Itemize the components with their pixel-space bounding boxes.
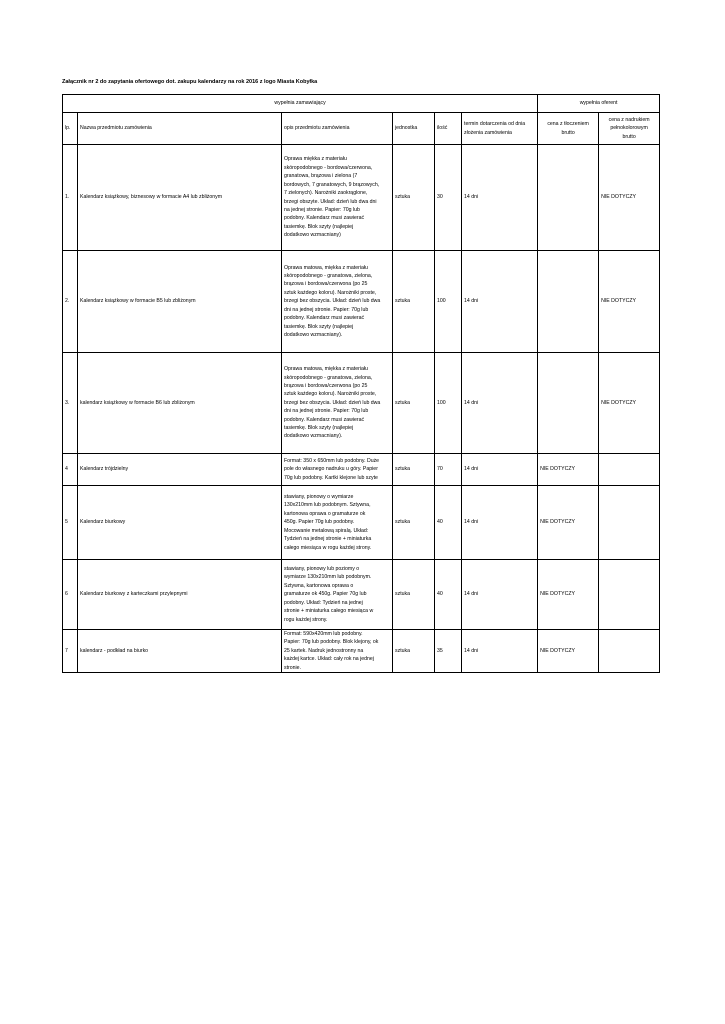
cell-opis: stawiany, pionowy o wymiarze 130x210mm lub podobnym. Sztywna, kartonowa oprawa o gramaturze ok 450g. Papier 70g lub podobny. Mocowanie metalową spiralą. Układ: Tydzień na jednej stronie + miniaturka całego miesiąca w rogu każdej strony. bbox=[282, 486, 393, 560]
cell-cena-tloczenie: NIE DOTYCZY bbox=[538, 454, 599, 486]
cell-opis: stawiany, pionowy lub poziomy o wymiarze 130x210mm lub podobnym. Sztywna, kartonowa oprawa o gramaturze ok 450g. Papier 70g lub podobny. Układ: Tydzień na jednej stronie + miniaturka całego miesiąca w rogu każdej strony. bbox=[282, 560, 393, 630]
order-table bbox=[62, 94, 660, 673]
col-header-ilosc: ilość bbox=[435, 113, 462, 145]
cell-jednostka: sztuka bbox=[393, 630, 435, 673]
cell-nazwa: Kalendarz trójdzielny bbox=[78, 454, 282, 486]
cell-nazwa: Kalendarz biurkowy bbox=[78, 486, 282, 560]
header-group-row bbox=[63, 95, 660, 113]
cell-cena-tloczenie: NIE DOTYCZY bbox=[538, 630, 599, 673]
cell-termin: 14 dni bbox=[462, 560, 538, 630]
cell-ilosc: 70 bbox=[435, 454, 462, 486]
cell-lp: 3. bbox=[63, 353, 78, 454]
cell-opis: Format: 350 x 650mm lub podobny. Duże pole do własnego nadruku u góry. Papier 70g lub podobny. Kartki klejone lub szyte bbox=[282, 454, 393, 486]
cell-termin: 14 dni bbox=[462, 486, 538, 560]
cell-lp: 6 bbox=[63, 560, 78, 630]
col-header-cena-nadruk: cena z nadrukiem pełnokolorowym brutto bbox=[599, 113, 660, 145]
cell-cena-nadruk: NIE DOTYCZY bbox=[599, 251, 660, 353]
cell-cena-nadruk bbox=[599, 560, 660, 630]
cell-nazwa: kalendarz - podkład na biurko bbox=[78, 630, 282, 673]
cell-cena-tloczenie bbox=[538, 353, 599, 454]
table-row bbox=[63, 454, 660, 486]
cell-cena-nadruk: NIE DOTYCZY bbox=[599, 145, 660, 251]
cell-termin: 14 dni bbox=[462, 251, 538, 353]
header-columns-row bbox=[63, 113, 660, 145]
cell-ilosc: 30 bbox=[435, 145, 462, 251]
cell-cena-nadruk bbox=[599, 486, 660, 560]
col-header-opis: opis przedmiotu zamówienia bbox=[282, 113, 393, 145]
cell-cena-tloczenie bbox=[538, 251, 599, 353]
table-row bbox=[63, 630, 660, 673]
cell-jednostka: sztuka bbox=[393, 454, 435, 486]
group-header-zamawiajacy: wypełnia zamawiający bbox=[63, 95, 538, 113]
cell-lp: 5 bbox=[63, 486, 78, 560]
cell-jednostka: sztuka bbox=[393, 145, 435, 251]
cell-lp: 4 bbox=[63, 454, 78, 486]
cell-termin: 14 dni bbox=[462, 145, 538, 251]
cell-opis: Oprawa miękka z materiału skóropodobnego - bordowa/czerwona, granatowa, brązowa i zielona (7 bordowych, 7 granatowych, 9 brązowych, 7 zielonych). Narożniki zaokrąglone, brzegi obszyte. Układ: dzień lub dwa dni na jednej stronie. Papier: 70g lub podobny. Kalendarz musi zawierać tasiemkę. Blok szyty (najlepiej dodatkowo wzmacniany) bbox=[282, 145, 393, 251]
cell-jednostka: sztuka bbox=[393, 486, 435, 560]
cell-cena-tloczenie bbox=[538, 145, 599, 251]
cell-jednostka: sztuka bbox=[393, 560, 435, 630]
table-row bbox=[63, 251, 660, 353]
cell-cena-tloczenie: NIE DOTYCZY bbox=[538, 560, 599, 630]
cell-lp: 7 bbox=[63, 630, 78, 673]
cell-termin: 14 dni bbox=[462, 353, 538, 454]
cell-ilosc: 40 bbox=[435, 486, 462, 560]
cell-ilosc: 100 bbox=[435, 353, 462, 454]
cell-lp: 2. bbox=[63, 251, 78, 353]
cell-cena-nadruk bbox=[599, 630, 660, 673]
cell-nazwa: kalendarz książkowy w formacie B6 lub zbliżonym bbox=[78, 353, 282, 454]
cell-lp: 1. bbox=[63, 145, 78, 251]
cell-jednostka: sztuka bbox=[393, 251, 435, 353]
cell-jednostka: sztuka bbox=[393, 353, 435, 454]
cell-cena-tloczenie: NIE DOTYCZY bbox=[538, 486, 599, 560]
table-row bbox=[63, 486, 660, 560]
cell-ilosc: 40 bbox=[435, 560, 462, 630]
col-header-lp: lp. bbox=[63, 113, 78, 145]
cell-nazwa: Kalendarz biurkowy z karteczkami przylepnymi bbox=[78, 560, 282, 630]
cell-ilosc: 35 bbox=[435, 630, 462, 673]
table-row bbox=[63, 145, 660, 251]
cell-opis: Oprawa matowa, miękka z materiału skóropodobnego - granatowa, zielona, brązowa i bordowa/czerwona (po 25 sztuk każdego koloru). Narożniki proste, brzegi bez obszycia. Układ: dzień lub dwa dni na jednej stronie. Papier: 70g lub podobny. Kalendarz musi zawierać tasiemkę. Blok szyty (najlepiej dodatkowo wzmacniany). bbox=[282, 251, 393, 353]
cell-opis: Format: 590x420mm lub podobny. Papier: 70g lub podobny. Blok klejony, ok 25 kartek. Nadruk jednostronny na każdej kartce. Układ: cały rok na jednej stronie. bbox=[282, 630, 393, 673]
cell-cena-nadruk bbox=[599, 454, 660, 486]
cell-ilosc: 100 bbox=[435, 251, 462, 353]
cell-nazwa: Kalendarz książkowy, biznesowy w formacie A4 lub zbliżonym bbox=[78, 145, 282, 251]
cell-termin: 14 dni bbox=[462, 630, 538, 673]
col-header-nazwa: Nazwa przedmiotu zamówienia bbox=[78, 113, 282, 145]
col-header-jednostka: jednostka bbox=[393, 113, 435, 145]
col-header-cena-tloczenie: cena z tłoczeniem brutto bbox=[538, 113, 599, 145]
group-header-oferent: wypełnia oferent bbox=[538, 95, 660, 113]
cell-opis: Oprawa matowa, miękka z materiału skóropodobnego - granatowa, zielona, brązowa i bordowa/czerwona (po 25 sztuk każdego koloru). Narożniki proste, brzegi bez obszycia. Układ: dzień lub dwa dni na jednej stronie. Papier: 70g lub podobny. Kalendarz musi zawierać tasiemkę. Blok szyty (najlepiej dodatkowo wzmacniany). bbox=[282, 353, 393, 454]
cell-cena-nadruk: NIE DOTYCZY bbox=[599, 353, 660, 454]
cell-termin: 14 dni bbox=[462, 454, 538, 486]
document-title: Załącznik nr 2 do zapytania ofertowego dot. zakupu kalendarzy na rok 2016 z logo Miasta Kobyłka bbox=[62, 79, 318, 85]
table-row bbox=[63, 353, 660, 454]
table-row bbox=[63, 560, 660, 630]
cell-nazwa: Kalendarz książkowy w formacie B5 lub zbliżonym bbox=[78, 251, 282, 353]
col-header-termin: termin dotarczenia od dnia złożenia zamówienia bbox=[462, 113, 538, 145]
